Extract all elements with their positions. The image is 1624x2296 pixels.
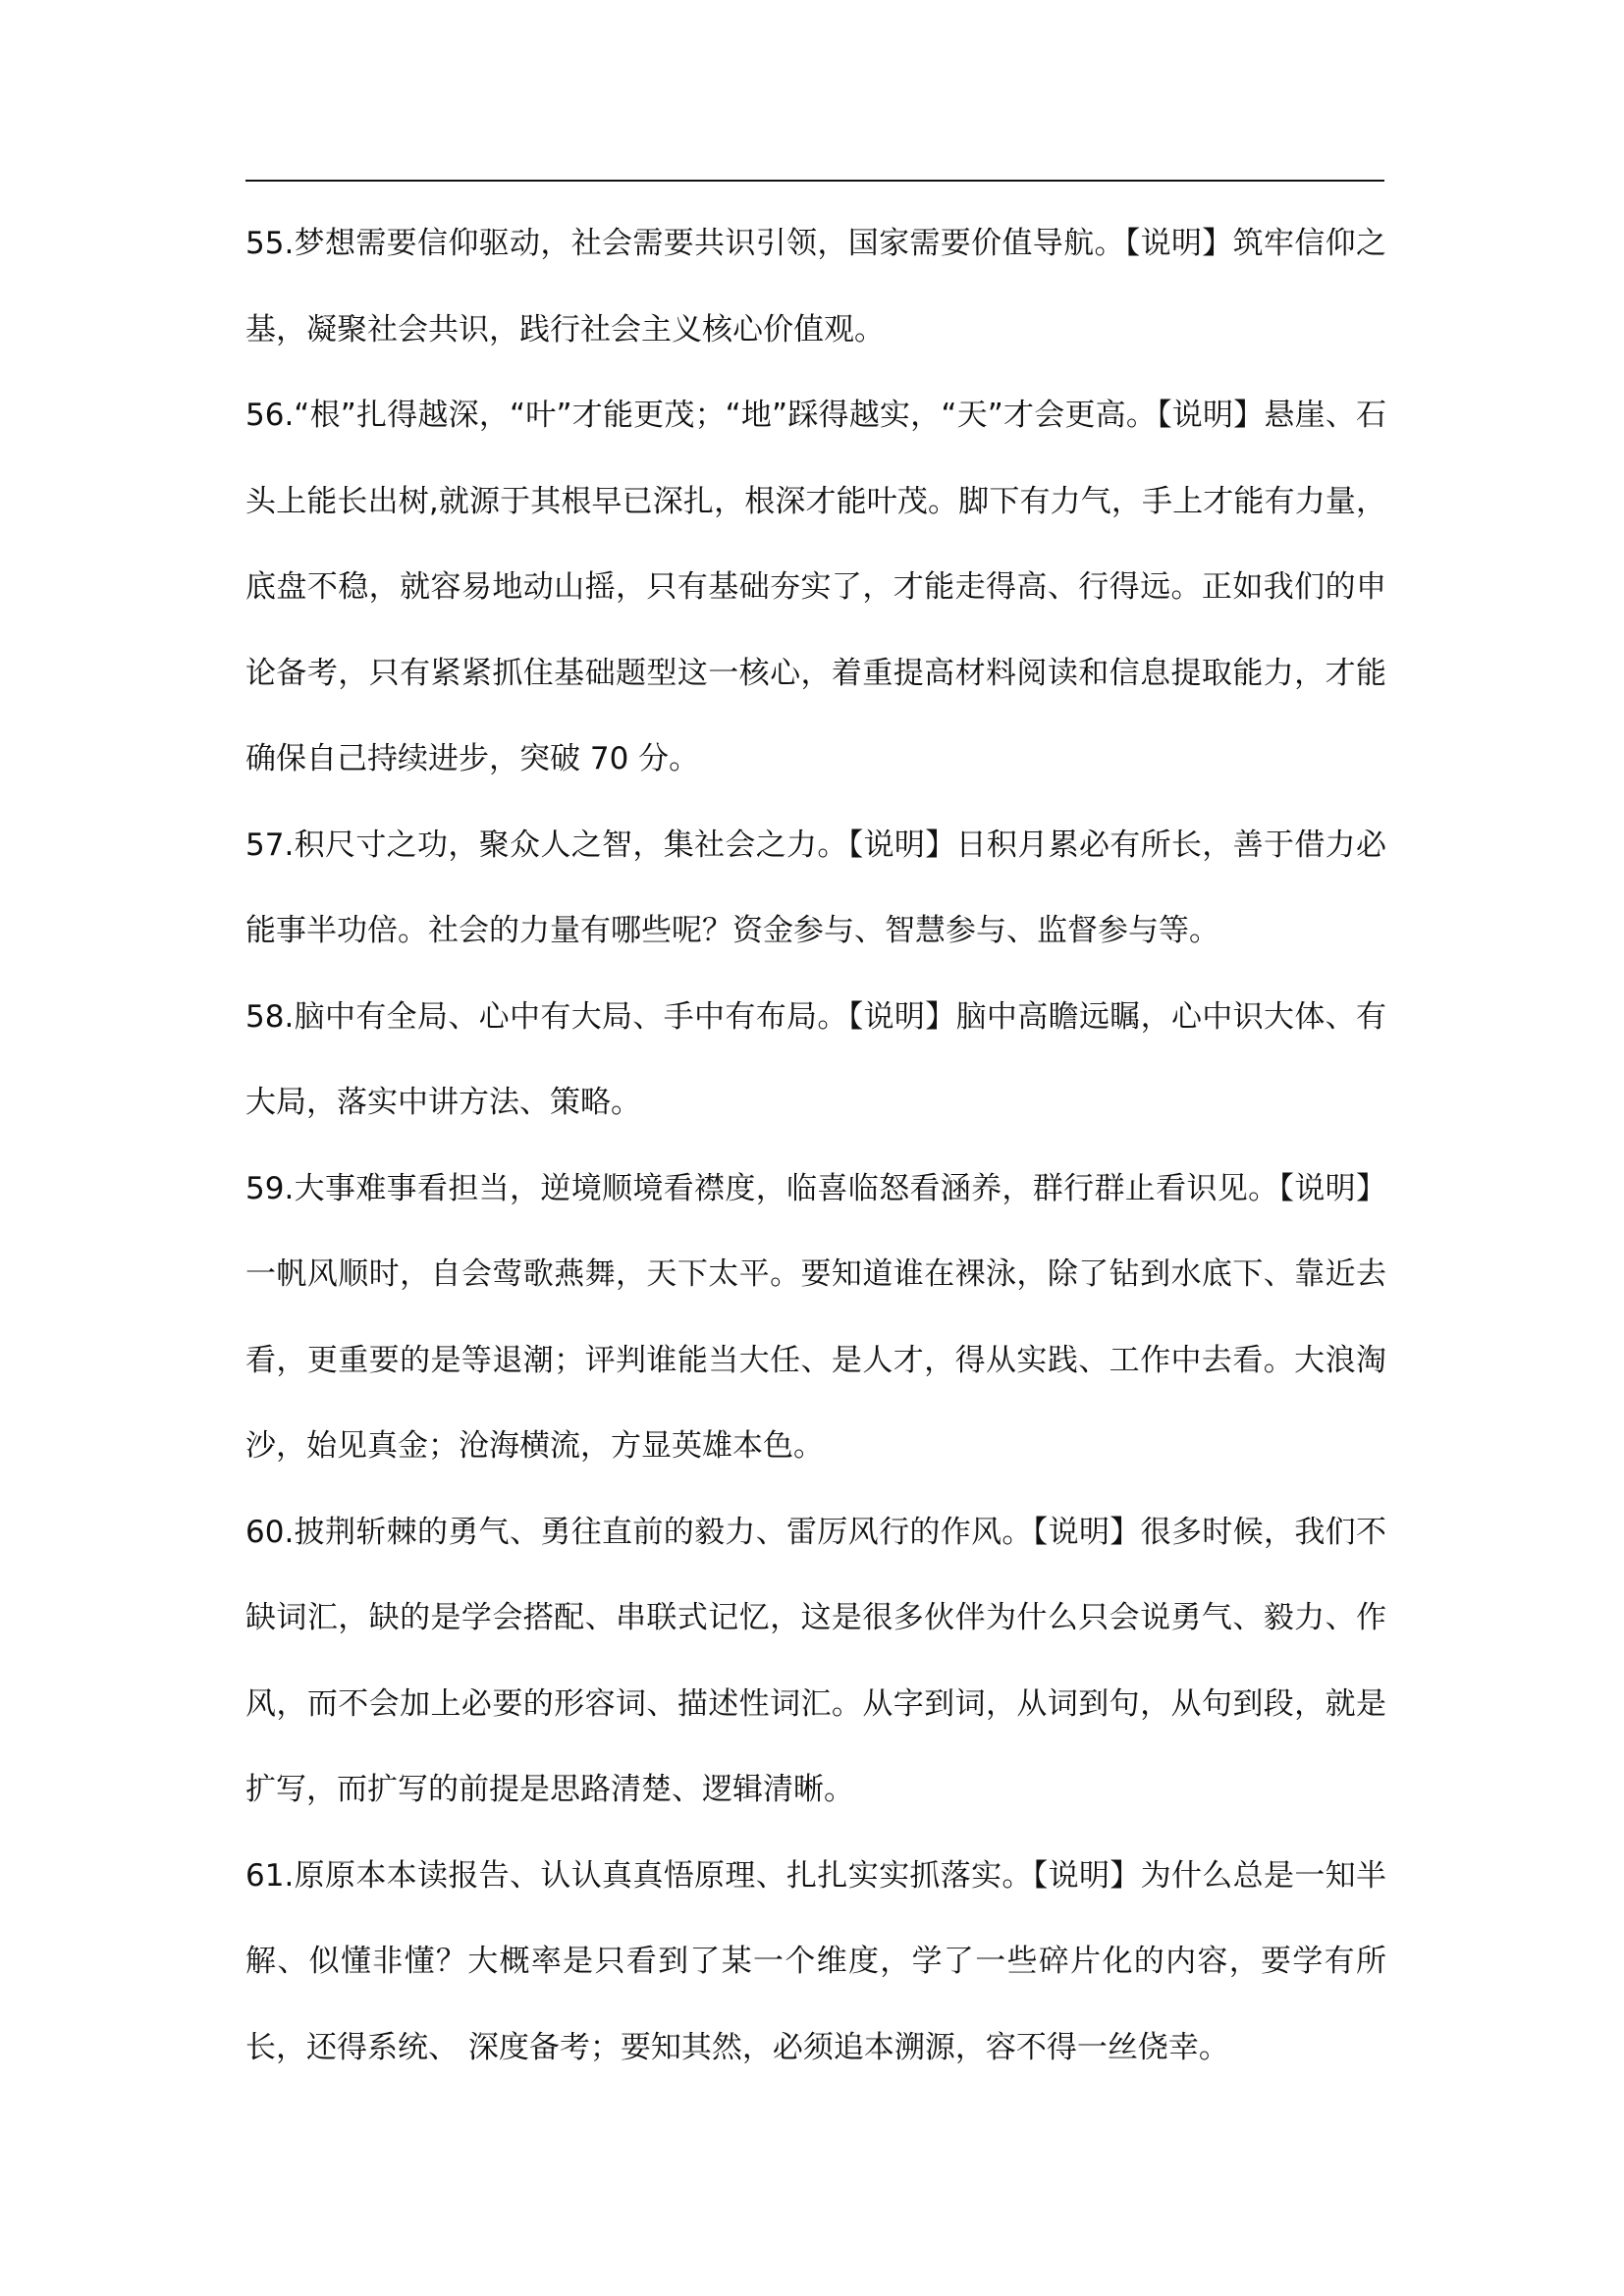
paragraph-60: 60.披荆斩棘的勇气、勇往直前的毅力、雷厉风行的作风。【说明】很多时候，我们不缺词汇，缺的是学会搭配、串联式记忆，这是很多伙伴为什么只会说勇气、毅力、作风，而不会加上必要的形容词、描述性词汇。从字到词，从词到句，从句到段，就是扩写，而扩写的前提是思路清楚、逻辑清晰。	[245, 1514, 1386, 1807]
paragraph-55: 55.梦想需要信仰驱动，社会需要共识引领，国家需要价值导航。【说明】筑牢信仰之基，凝聚社会共识，践行社会主义核心价值观。	[245, 226, 1386, 347]
document-body	[245, 201, 1386, 2091]
paragraph-56: 56.“根”扎得越深，“叶”才能更茂；“地”踩得越实，“天”才会更高。【说明】悬崖、石头上能长出树,就源于其根早已深扎，根深才能叶茂。脚下有力气，手上才能有力量，底盘不稳，就容易地动山摇，只有基础夯实了，才能走得高、行得远。正如我们的申论备考，只有紧紧抓住基础题型这一核心，着重提高材料阅读和信息提取能力，才能确保自己持续进步，突破 70 分。	[245, 398, 1386, 776]
paragraph-61: 61.原原本本读报告、认认真真悟原理、扎扎实实抓落实。【说明】为什么总是一知半解、似懂非懂？大概率是只看到了某一个维度，学了一些碎片化的内容，要学有所长，还得系统、 深度备考；要知其然，必须追本溯源，容不得一丝侥幸。	[245, 1857, 1386, 2065]
paragraph-59: 59.大事难事看担当，逆境顺境看襟度，临喜临怒看涵养，群行群止看识见。【说明】一帆风顺时，自会莺歌燕舞，天下太平。要知道谁在裸泳，除了钻到水底下、靠近去看，更重要的是等退潮；评判谁能当大任、是人才，得从实践、工作中去看。大浪淘沙，始见真金；沧海横流，方显英雄本色。	[245, 1170, 1386, 1464]
paragraph-58: 58.脑中有全局、心中有大局、手中有布局。【说明】脑中高瞻远瞩，心中识大体、有大局，落实中讲方法、策略。	[245, 998, 1386, 1120]
paragraph-57: 57.积尺寸之功，聚众人之智，集社会之力。【说明】日积月累必有所长，善于借力必能事半功倍。社会的力量有哪些呢？资金参与、智慧参与、监督参与等。	[245, 827, 1386, 948]
header-rule	[245, 180, 1384, 182]
